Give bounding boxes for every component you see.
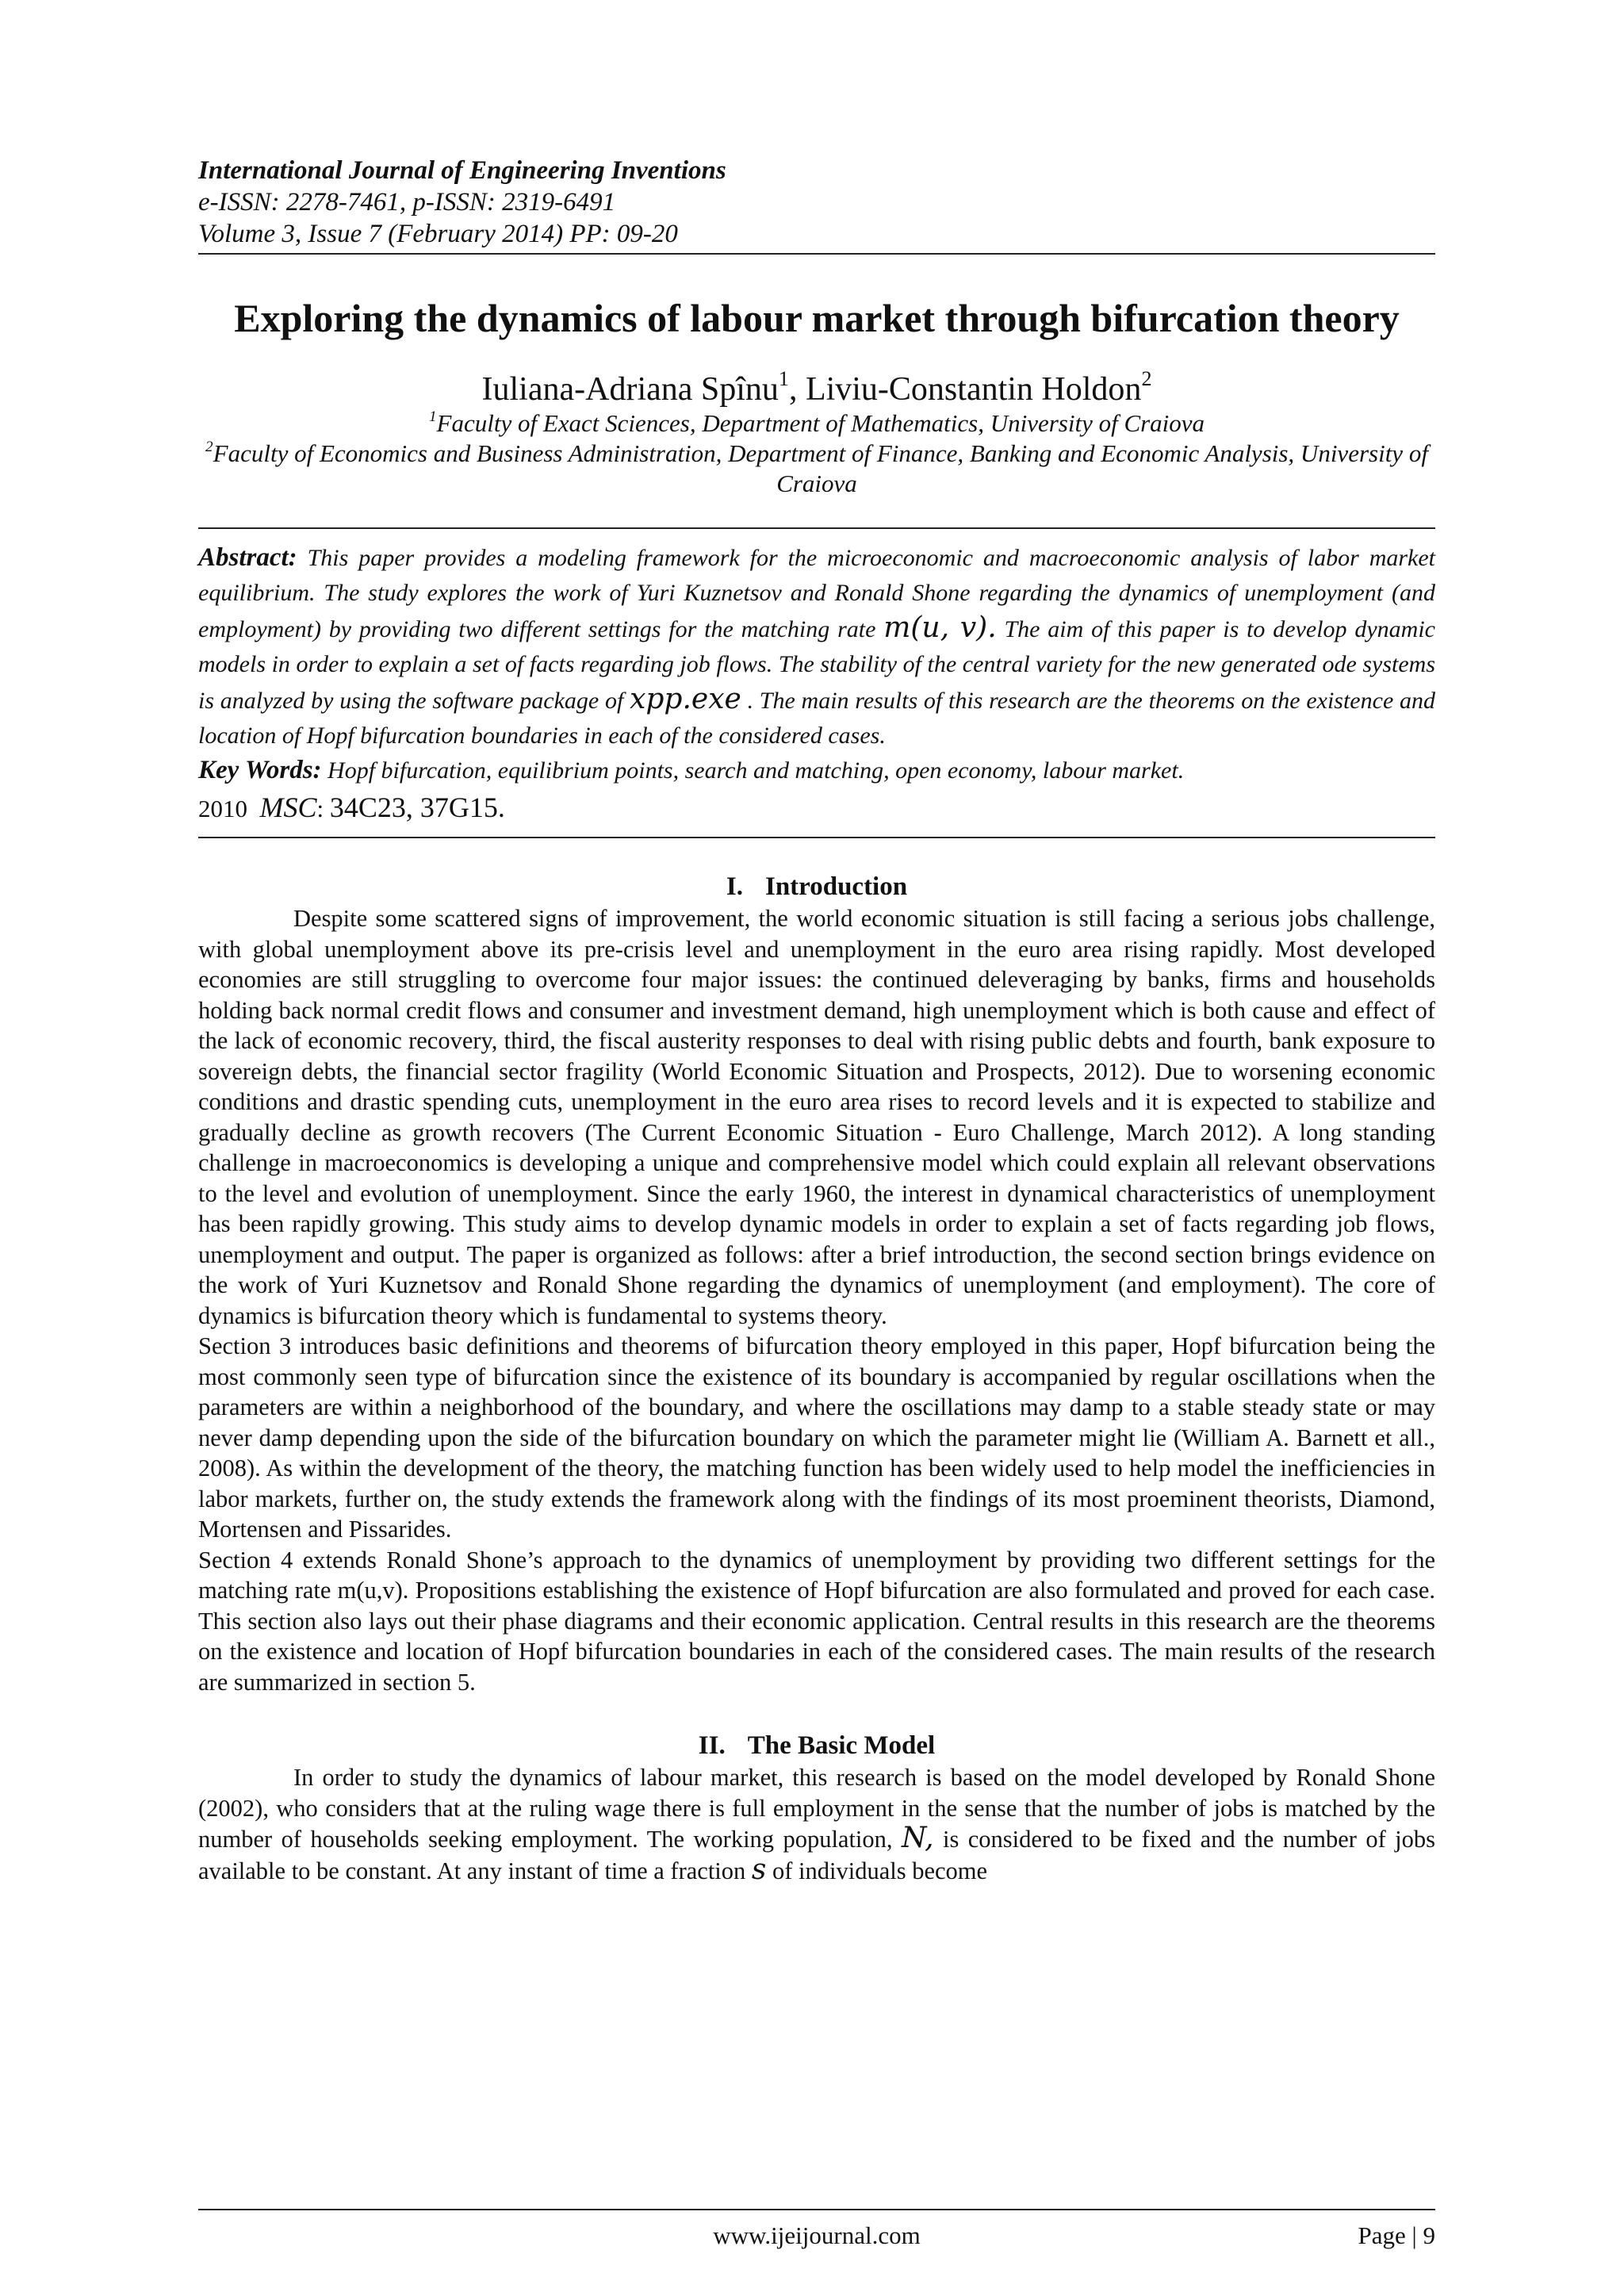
math-working-population: N, bbox=[901, 1822, 934, 1854]
author-list bbox=[198, 367, 1435, 408]
abstract-label: Abstract: bbox=[198, 543, 297, 572]
author-1: Iuliana-Adriana Spînu bbox=[481, 371, 779, 408]
footer-url: www.ijeijournal.com bbox=[713, 2221, 921, 2249]
math-fraction-s: s bbox=[751, 1853, 767, 1886]
journal-volume: Volume 3, Issue 7 (February 2014) PP: 09-20 bbox=[198, 220, 678, 248]
affiliation-1-text: Faculty of Exact Sciences, Department of Mathematics, University of Craiova bbox=[436, 409, 1205, 437]
section-title: The Basic Model bbox=[747, 1731, 936, 1760]
msc-colon: : bbox=[316, 795, 324, 822]
abstract-text-1: This paper provides a modeling framework for the microeconomic and macroeconomic analysis of labor market equilibrium. The study explores the work of Yuri Kuznetsov and Ronald Shone regarding the dynamics of unemployment (and employment) by providing two different settings for the matching rate bbox=[198, 545, 1435, 642]
page-footer bbox=[198, 2209, 1435, 2249]
journal-issn: e-ISSN: 2278-7461, p-ISSN: 2319-6491 bbox=[198, 188, 616, 217]
journal-header bbox=[198, 155, 1435, 255]
basic-model-body bbox=[198, 1762, 1435, 1886]
section-heading-introduction bbox=[198, 870, 1435, 903]
author-separator: , bbox=[788, 371, 806, 408]
basic-model-paragraph-1 bbox=[198, 1762, 1435, 1886]
msc-codes: 34C23, 37G15. bbox=[329, 792, 505, 823]
basic-model-text-3: of individuals become bbox=[766, 1857, 988, 1884]
intro-paragraph-1: Despite some scattered signs of improvement, the world economic situation is still facing a serious jobs challenge, with global unemployment above its pre-crisis level and unemployment in the euro area rising rapidly. Most developed economies are still struggling to overcome four major issues: the continued deleveraging by banks, firms and households holding back normal credit flows and consumer and investment demand, high unemployment which is both cause and effect of the lack of economic recovery, third, the fiscal austerity responses to deal with rising public debts and fourth, bank exposure to sovereign debts, the financial sector fragility (World Economic Situation and Prospects, 2012). Due to worsening economic conditions and drastic spending cuts, unemployment in the euro area rises to record levels and it is expected to stabilize and gradually decline as growth recovers (The Current Economic Situation - Euro Challenge, March 2012). A long standing challenge in macroeconomics is developing a unique and comprehensive model which could explain all relevant observations to the level and evolution of unemployment. Since the early 1960, the interest in dynamical characteristics of unemployment has been rapidly growing. This study aims to develop dynamic models in order to explain a set of facts regarding job flows, unemployment and output. The paper is organized as follows: after a brief introduction, the second section brings evidence on the work of Yuri Kuznetsov and Ronald Shone regarding the dynamics of unemployment (and employment). The core of dynamics is bifurcation theory which is fundamental to systems theory. bbox=[198, 905, 1435, 1329]
section-number: II. bbox=[698, 1731, 726, 1760]
paper-title: Exploring the dynamics of labour market through bifurcation theory bbox=[234, 296, 1400, 340]
section-heading-basic-model bbox=[198, 1729, 1435, 1762]
abstract-math-matching-rate: m(u, v). bbox=[883, 611, 997, 644]
abstract bbox=[198, 540, 1435, 753]
author-1-affil-mark: 1 bbox=[778, 367, 789, 391]
intro-paragraph-2: Section 3 introduces basic definitions and theorems of bifurcation theory employed in this paper, Hopf bifurcation being the most commonly seen type of bifurcation since the existence of its boundary is accompanied by regular oscillations when the parameters are within a neighborhood of the boundary, and where the oscillations may damp to a stable steady state or may never damp depending upon the side of the bifurcation boundary on which the parameter might lie (William A. Barnett et all., 2008). As within the development of the theory, the matching function has been widely used to help model the inefficiencies in labor markets, further on, the study extends the framework along with the findings of its most proeminent theorists, Diamond, Mortensen and Pissarides. bbox=[198, 1332, 1435, 1543]
msc-year: 2010 bbox=[198, 795, 247, 822]
introduction-body bbox=[198, 903, 1435, 1697]
abstract-text-3: . The main results of this research are the theorems on the existence and location of Hopf bifurcation boundaries in each of the considered cases. bbox=[198, 688, 1435, 749]
intro-paragraph-3: Section 4 extends Ronald Shone’s approach to the dynamics of unemployment by providing two different settings for the matching rate m(u,v). Propositions establishing the existence of Hopf bifurcation are also formulated and proved for each case. This section also lays out their phase diagrams and their economic application. Central results in this research are the theorems on the existence and location of Hopf bifurcation boundaries in each of the considered cases. The main results of the research are summarized in section 5. bbox=[198, 1546, 1435, 1696]
affiliation-1-mark: 1 bbox=[428, 408, 437, 425]
affiliation-2 bbox=[198, 439, 1435, 499]
author-2-affil-mark: 2 bbox=[1141, 367, 1152, 391]
msc-label: MSC bbox=[259, 792, 317, 823]
section-number: I. bbox=[726, 872, 743, 901]
affiliation-2-mark: 2 bbox=[205, 438, 213, 455]
paper-page bbox=[198, 155, 1435, 2248]
basic-model-text-1: In order to study the dynamics of labour market, this research is based on the model developed by Ronald Shone (2002), who considers that at the ruling wage there is full employment in the sense that the number of jobs is matched by the number of households seeking employment. The working population, bbox=[198, 1764, 1435, 1853]
keywords-text: Hopf bifurcation, equilibrium points, search and matching, open economy, labour market. bbox=[321, 757, 1185, 784]
affiliation-2-text: Faculty of Economics and Business Administration, Department of Finance, Banking and Economic Analysis, University of Craiova bbox=[213, 439, 1428, 497]
abstract-text-2: The aim of this paper is to develop dynamic models in order to explain a set of facts regarding job flows. The stability of the central variety for the new generated ode systems is analyzed by using the software package of bbox=[198, 616, 1435, 714]
section-title: Introduction bbox=[764, 872, 908, 901]
journal-name: International Journal of Engineering Inventions bbox=[198, 156, 726, 185]
abstract-math-software: xpp.exe bbox=[630, 683, 741, 715]
abstract-block bbox=[198, 527, 1435, 838]
basic-model-text-2: is considered to be fixed and the number of jobs available to be constant. At any instant of time a fraction bbox=[198, 1826, 1435, 1884]
author-2: Liviu-Constantin Holdon bbox=[805, 371, 1142, 408]
msc-classification bbox=[198, 788, 1435, 829]
affiliation-1 bbox=[198, 408, 1435, 439]
keywords-label: Key Words: bbox=[198, 756, 322, 784]
keywords bbox=[198, 753, 1435, 788]
page-number: Page | 9 bbox=[1358, 2221, 1435, 2249]
